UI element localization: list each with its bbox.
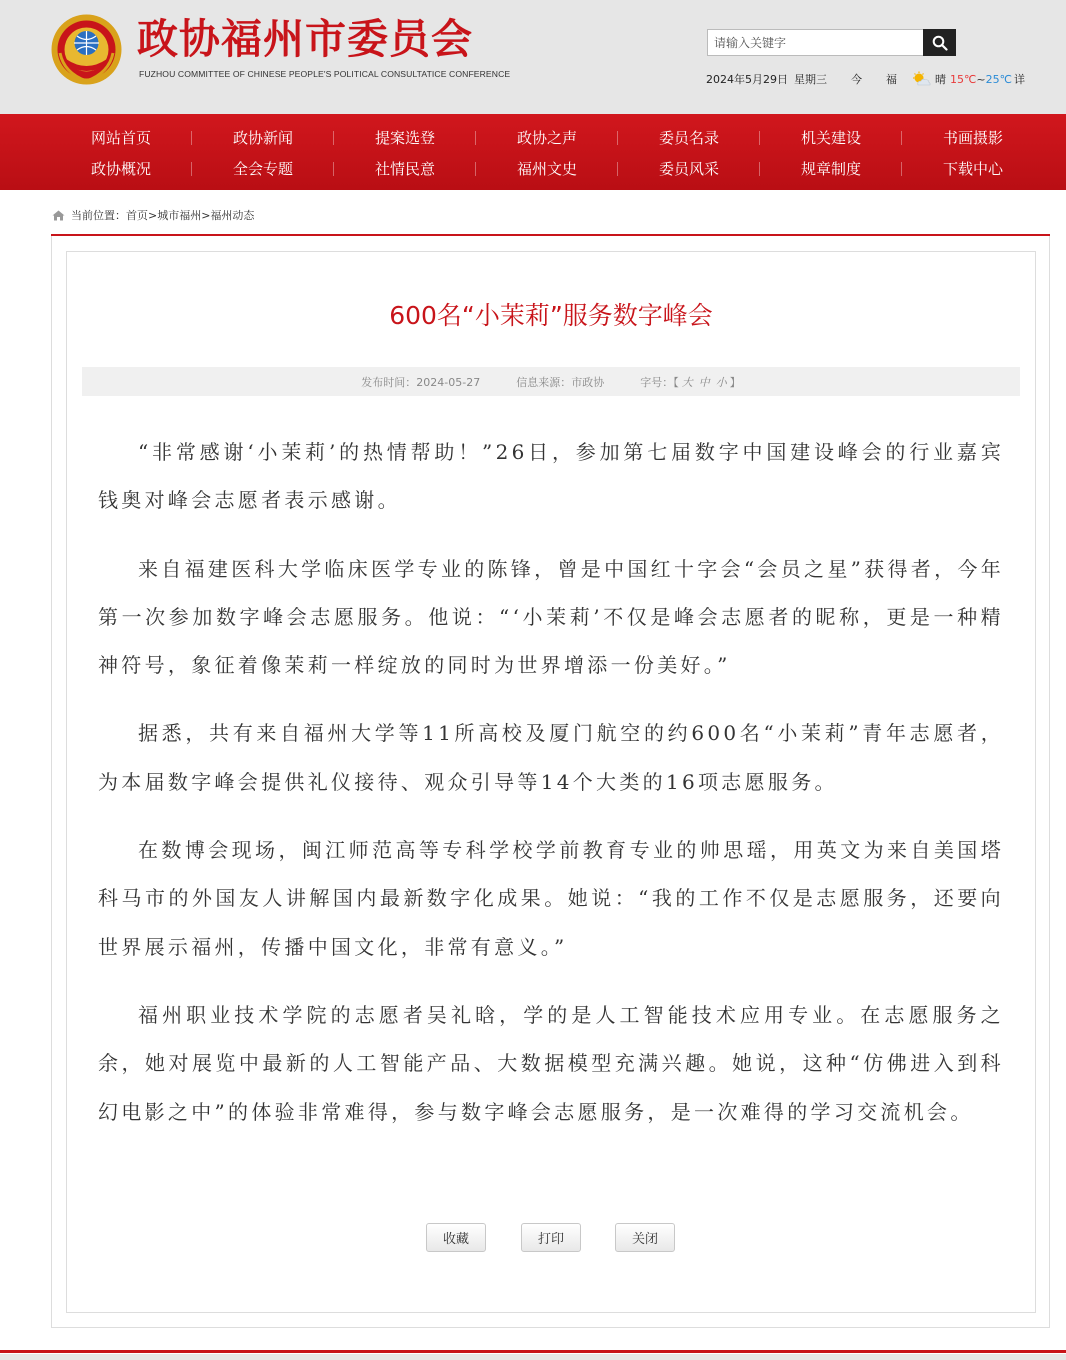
nav-item-member-profiles[interactable]: 委员风采	[618, 153, 760, 184]
home-icon	[52, 210, 65, 221]
temp-separator: ~	[976, 72, 986, 86]
date-weather-row	[706, 70, 1025, 88]
sunny-cloud-icon	[911, 71, 931, 87]
breadcrumb-city[interactable]: 城市福州	[157, 209, 202, 222]
font-size-close-bracket: 】	[729, 375, 741, 389]
font-size-control	[640, 374, 741, 390]
article-paragraph: 来自福建医科大学临床医学专业的陈锋，曾是中国红十字会“会员之星”获得者，今年第一次参加数字峰会志愿服务。他说：“‘小茉莉’不仅是峰会志愿者的昵称，更是一种精神符号，象征着像茉莉一样绽放的同时为世界增添一份美好。”	[98, 556, 1004, 678]
font-size-label: 字号：	[640, 375, 674, 389]
search-button[interactable]	[923, 29, 956, 56]
nav-item-plenary[interactable]: 全会专题	[192, 153, 334, 184]
breadcrumb-separator: >	[148, 208, 158, 222]
nav-item-members[interactable]: 委员名录	[618, 122, 760, 153]
site-header	[0, 0, 1066, 114]
nav-item-public-opinion[interactable]: 社情民意	[334, 153, 476, 184]
main-nav	[0, 114, 1066, 190]
article-title: 600名“小茉莉”服务数字峰会	[389, 301, 713, 330]
temp-low: 15℃	[950, 72, 977, 86]
nav-item-regulations[interactable]: 规章制度	[760, 153, 902, 184]
temp-high: 25℃	[985, 72, 1012, 86]
search-input[interactable]	[707, 29, 923, 56]
breadcrumb-prefix: 当前位置：	[71, 209, 126, 222]
font-size-small[interactable]: 小	[715, 375, 727, 389]
article-paragraph: “非常感谢‘小茉莉’的热情帮助！”26日，参加第七届数字中国建设峰会的行业嘉宾钱奥对峰会志愿者表示感谢。	[98, 440, 1004, 513]
font-size-large[interactable]: 大	[681, 375, 693, 389]
article-paragraph: 福州职业技术学院的志愿者吴礼晗，学的是人工智能技术应用专业。在志愿服务之余，她对展览中最新的人工智能产品、大数据模型充满兴趣。她说，这种“仿佛进入到科幻电影之中”的体验非常难得，参与数字峰会志愿服务，是一次难得的学习交流机会。	[98, 1002, 1004, 1124]
search-icon	[932, 35, 948, 51]
print-button[interactable]: 打印	[521, 1223, 581, 1252]
nav-item-voice[interactable]: 政协之声	[476, 122, 618, 153]
article-meta	[82, 367, 1020, 396]
nav-item-overview[interactable]: 政协概况	[50, 153, 192, 184]
font-size-open-bracket: 【	[673, 375, 679, 389]
article-paragraph: 据悉，共有来自福州大学等11所高校及厦门航空的约600名“小茉莉”青年志愿者，为本届数字峰会提供礼仪接待、观众引导等14个大类的16项志愿服务。	[98, 721, 1004, 794]
close-button[interactable]: 关闭	[615, 1223, 675, 1252]
info-source: 信息来源：市政协	[516, 375, 605, 389]
font-size-medium[interactable]: 中	[698, 375, 710, 389]
nav-item-history[interactable]: 福州文史	[476, 153, 618, 184]
current-weekday: 星期三	[794, 73, 827, 86]
weather-detail-link[interactable]: 详	[1013, 73, 1025, 86]
nav-item-news[interactable]: 政协新闻	[192, 122, 334, 153]
breadcrumb	[52, 206, 254, 224]
weather-desc: 晴	[935, 73, 946, 86]
current-date: 2024年5月29日	[706, 73, 788, 86]
breadcrumb-separator: >	[201, 208, 211, 222]
today-label: 今	[851, 73, 862, 86]
publish-date: 发布时间：2024-05-27	[361, 375, 481, 389]
cppcc-emblem-icon[interactable]	[50, 13, 123, 86]
favorite-button[interactable]: 收藏	[426, 1223, 486, 1252]
footer-band	[0, 1354, 1066, 1360]
footer-divider	[0, 1350, 1066, 1353]
weather-city: 福	[886, 73, 897, 86]
site-title: 政协福州市委员会	[137, 15, 473, 63]
article-body	[98, 428, 1004, 1156]
breadcrumb-home[interactable]: 首页	[126, 209, 148, 222]
article-paragraph: 在数博会现场，闽江师范高等专科学校学前教育专业的帅思瑶，用英文为来自美国塔科马市的外国友人讲解国内最新数字化成果。她说：“我的工作不仅是志愿服务，还要向世界展示福州，传播中国文化，非常有意义。”	[98, 838, 1004, 959]
nav-item-proposals[interactable]: 提案选登	[334, 122, 476, 153]
nav-item-art[interactable]: 书画摄影	[942, 129, 1003, 147]
nav-item-downloads[interactable]: 下载中心	[942, 160, 1003, 178]
breadcrumb-dynamics[interactable]: 福州动态	[210, 209, 255, 222]
site-subtitle: FUZHOU COMMITTEE OF CHINESE PEOPLE'S POLITICAL CONSULTATICE CONFERENCE	[139, 69, 511, 79]
search-box	[707, 29, 956, 56]
nav-item-home[interactable]: 网站首页	[50, 122, 192, 153]
nav-item-organization[interactable]: 机关建设	[760, 122, 902, 153]
